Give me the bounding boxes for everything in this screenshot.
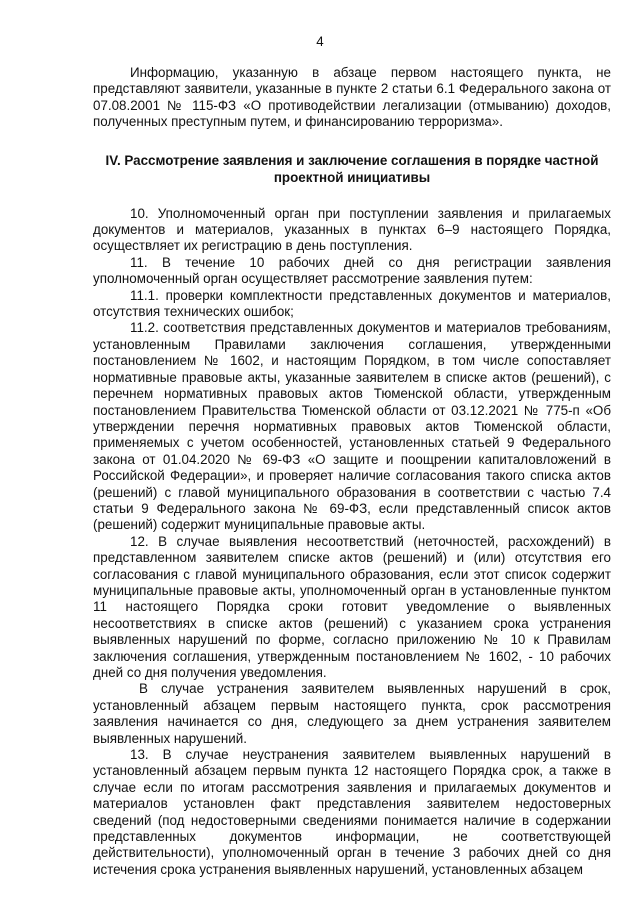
paragraph-item-12: 12. В случае выявления несоответствий (неточностей, расхождений) в представленном заявителем списке актов (решений) и (или) отсутствия его согласования с главой муниципального образования, если этот список содержит муниципальные правовые акты, уполномоченный орган в установленные пунктом 11 настоящего Порядка сроки готовит уведомление о выявленных несоответствиях в списке актов (решений) с указанием срока устранения выявленных нарушений по форме, согласно приложению № 10 к Правилам заключения соглашения, утвержденным постановлением № 1602, - 10 рабочих дней со дня получения уведомления. <box>93 533 611 680</box>
paragraph-item-13: 13. В случае неустранения заявителем выявленных нарушений в установленный абзацем первым пункта 12 настоящего Порядка срок, а также в случае если по итогам рассмотрения заявления и прилагаемых документов и материалов установлен факт представления заявителем недостоверных сведений (под недостоверными сведениями понимается наличие в содержании представленных документов информации, не соответствующей действительности), уполномоченный орган в течение 3 рабочих дней со дня истечения срока устранения выявленных нарушений, установленных абзацем <box>93 747 611 877</box>
paragraph-item-11: 11. В течение 10 рабочих дней со дня регистрации заявления уполномоченный орган осуществляет рассмотрение заявления путем: <box>93 254 611 287</box>
spacer <box>93 186 611 206</box>
paragraph-item-12-cure: В случае устранения заявителем выявленных нарушений в срок, установленный абзацем первым настоящего пункта, срок рассмотрения заявления начинается со дня, следующего за днем устранения заявителем выявленных нарушений. <box>93 681 611 746</box>
section-heading-line2: проектной инициативы <box>273 169 431 185</box>
section-heading-line1: IV. Рассмотрение заявления и заключение соглашения в порядке частной <box>105 152 599 168</box>
paragraph-aml-exemption: Информацию, указанную в абзаце первом настоящего пункта, не представляют заявители, указанные в пункте 2 статьи 6.1 Федерального закона от 07.08.2001 № 115-ФЗ «О противодействии легализации (отмыванию) доходов, полученных преступным путем, и финансированию терроризма». <box>93 65 611 130</box>
paragraph-item-10: 10. Уполномоченный орган при поступлении заявления и прилагаемых документов и материалов, указанных в пунктах 6–9 настоящего Порядка, осуществляет их регистрацию в день поступления. <box>93 205 611 254</box>
spacer <box>93 131 611 152</box>
document-body <box>93 65 611 878</box>
page-number: 4 <box>316 34 324 49</box>
paragraph-item-11-1: 11.1. проверки комплектности представленных документов и материалов, отсутствия технических ошибок; <box>93 287 611 320</box>
paragraph-item-11-2: 11.2. соответствия представленных документов и материалов требованиям, установленным Правилами заключения соглашения, утвержденными постановлением № 1602, и настоящим Порядком, в том числе сопоставляет нормативные правовые акты, указанные заявителем в списке актов (решений), с перечнем нормативных правовых актов Тюменской области, утвержденным постановлением Правительства Тюменской области от 03.12.2021 № 775-п «Об утверждении перечня нормативных правовых актов Тюменской области, применяемых с учетом особенностей, установленных статьей 9 Федерального закона от 01.04.2020 № 69-ФЗ «О защите и поощрении капиталовложений в Российской Федерации», и проверяет наличие согласования такого списка актов (решений) с главой муниципального образования в соответствии с частью 7.4 статьи 9 Федерального закона № 69-ФЗ, если представленный список актов (решений) содержит муниципальные правовые акты. <box>93 320 611 533</box>
section-heading <box>93 152 611 186</box>
